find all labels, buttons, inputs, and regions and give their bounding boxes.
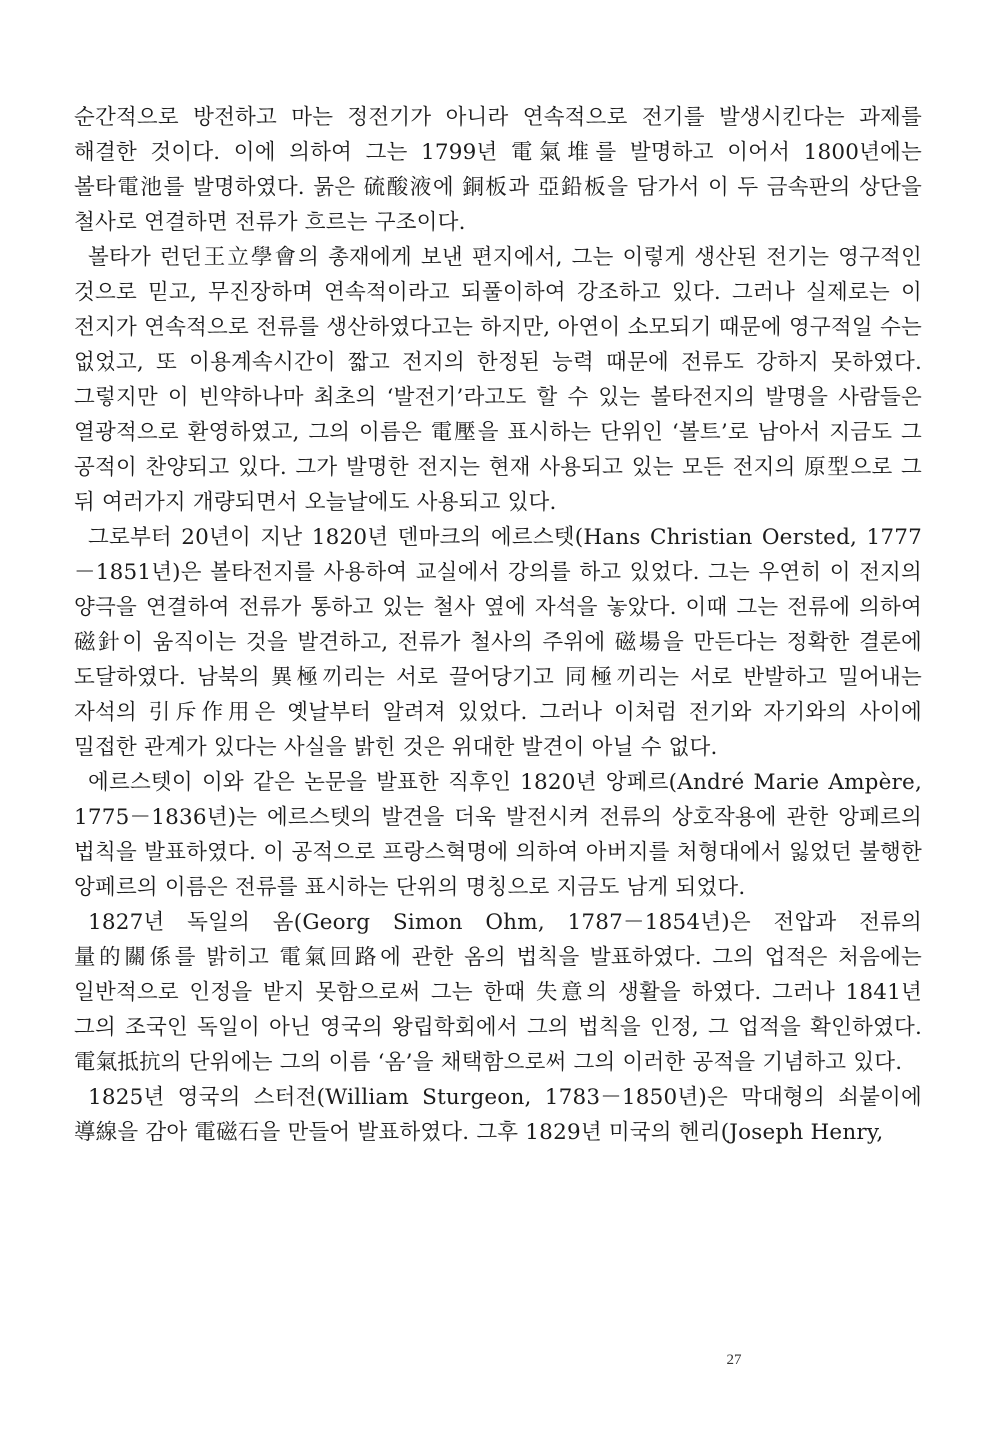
paragraph-3: 그로부터 20년이 지난 1820년 덴마크의 에르스텟(Hans Christian Oersted, 1777－1851년)은 볼타전지를 사용하여 교실에서 강의를 하고 있었다. 그는 우연히 이 전지의 양극을 연결하여 전류가 통하고 있는 철사 옆에 자석을 놓았다. 이때 그는 전류에 의하여 磁針이 움직이는 것을 발견하고, 전류가 철사의 주위에 磁場을 만든다는 정확한 결론에 도달하였다. 남북의 異極끼리는 서로 끌어당기고 同極끼리는 서로 반발하고 밀어내는 자석의 引斥作用은 옛날부터 알려져 있었다. 그러나 이처럼 전기와 자기와의 사이에 밀접한 관계가 있다는 사실을 밝힌 것은 위대한 발견이 아닐 수 없다. — [74, 525, 922, 760]
paragraph-1: 순간적으로 방전하고 마는 정전기가 아니라 연속적으로 전기를 발생시킨다는 과제를 해결한 것이다. 이에 의하여 그는 1799년 電氣堆를 발명하고 이어서 1800년에는 볼타電池를 발명하였다. 묽은 硫酸液에 銅板과 亞鉛板을 담가서 이 두 금속판의 상단을 철사로 연결하면 전류가 흐르는 구조이다. — [74, 105, 922, 235]
document-body — [74, 100, 922, 1350]
page-number: 27 — [726, 1352, 742, 1368]
paragraph-5: 1827년 독일의 옴(Georg Simon Ohm, 1787－1854년)은 전압과 전류의 量的關係를 밝히고 電氣回路에 관한 옴의 법칙을 발표하였다. 그의 업적은 처음에는 일반적으로 인정을 받지 못함으로써 그는 한때 失意의 생활을 하였다. 그러나 1841년 그의 조국인 독일이 아닌 영국의 왕립학회에서 그의 법칙을 인정, 그 업적을 확인하였다. 電氣抵抗의 단위에는 그의 이름 ‘옴’을 채택함으로써 그의 이러한 공적을 기념하고 있다. — [74, 910, 922, 1075]
paragraph-6: 1825년 영국의 스터전(William Sturgeon, 1783－1850년)은 막대형의 쇠붙이에 導線을 감아 電磁石을 만들어 발표하였다. 그후 1829년 미국의 헨리(Joseph Henry, — [74, 1085, 922, 1145]
paragraph-4: 에르스텟이 이와 같은 논문을 발표한 직후인 1820년 앙페르(André Marie Ampère, 1775－1836년)는 에르스텟의 발견을 더욱 발전시켜 전류의 상호작용에 관한 앙페르의 법칙을 발표하였다. 이 공적으로 프랑스혁명에 의하여 아버지를 처형대에서 잃었던 불행한 앙페르의 이름은 전류를 표시하는 단위의 명칭으로 지금도 남게 되었다. — [74, 770, 922, 900]
paragraph-2: 볼타가 런던王立學會의 총재에게 보낸 편지에서, 그는 이렇게 생산된 전기는 영구적인 것으로 믿고, 무진장하며 연속적이라고 되풀이하여 강조하고 있다. 그러나 실제로는 이 전지가 연속적으로 전류를 생산하였다고는 하지만, 아연이 소모되기 때문에 영구적일 수는 없었고, 또 이용계속시간이 짧고 전지의 한정된 능력 때문에 전류도 강하지 못하였다. 그렇지만 이 빈약하나마 최초의 ‘발전기’라고도 할 수 있는 볼타전지의 발명을 사람들은 열광적으로 환영하였고, 그의 이름은 電壓을 표시하는 단위인 ‘볼트’로 남아서 지금도 그 공적이 찬양되고 있다. 그가 발명한 전지는 현재 사용되고 있는 모든 전지의 原型으로 그 뒤 여러가지 개량되면서 오늘날에도 사용되고 있다. — [74, 245, 922, 515]
